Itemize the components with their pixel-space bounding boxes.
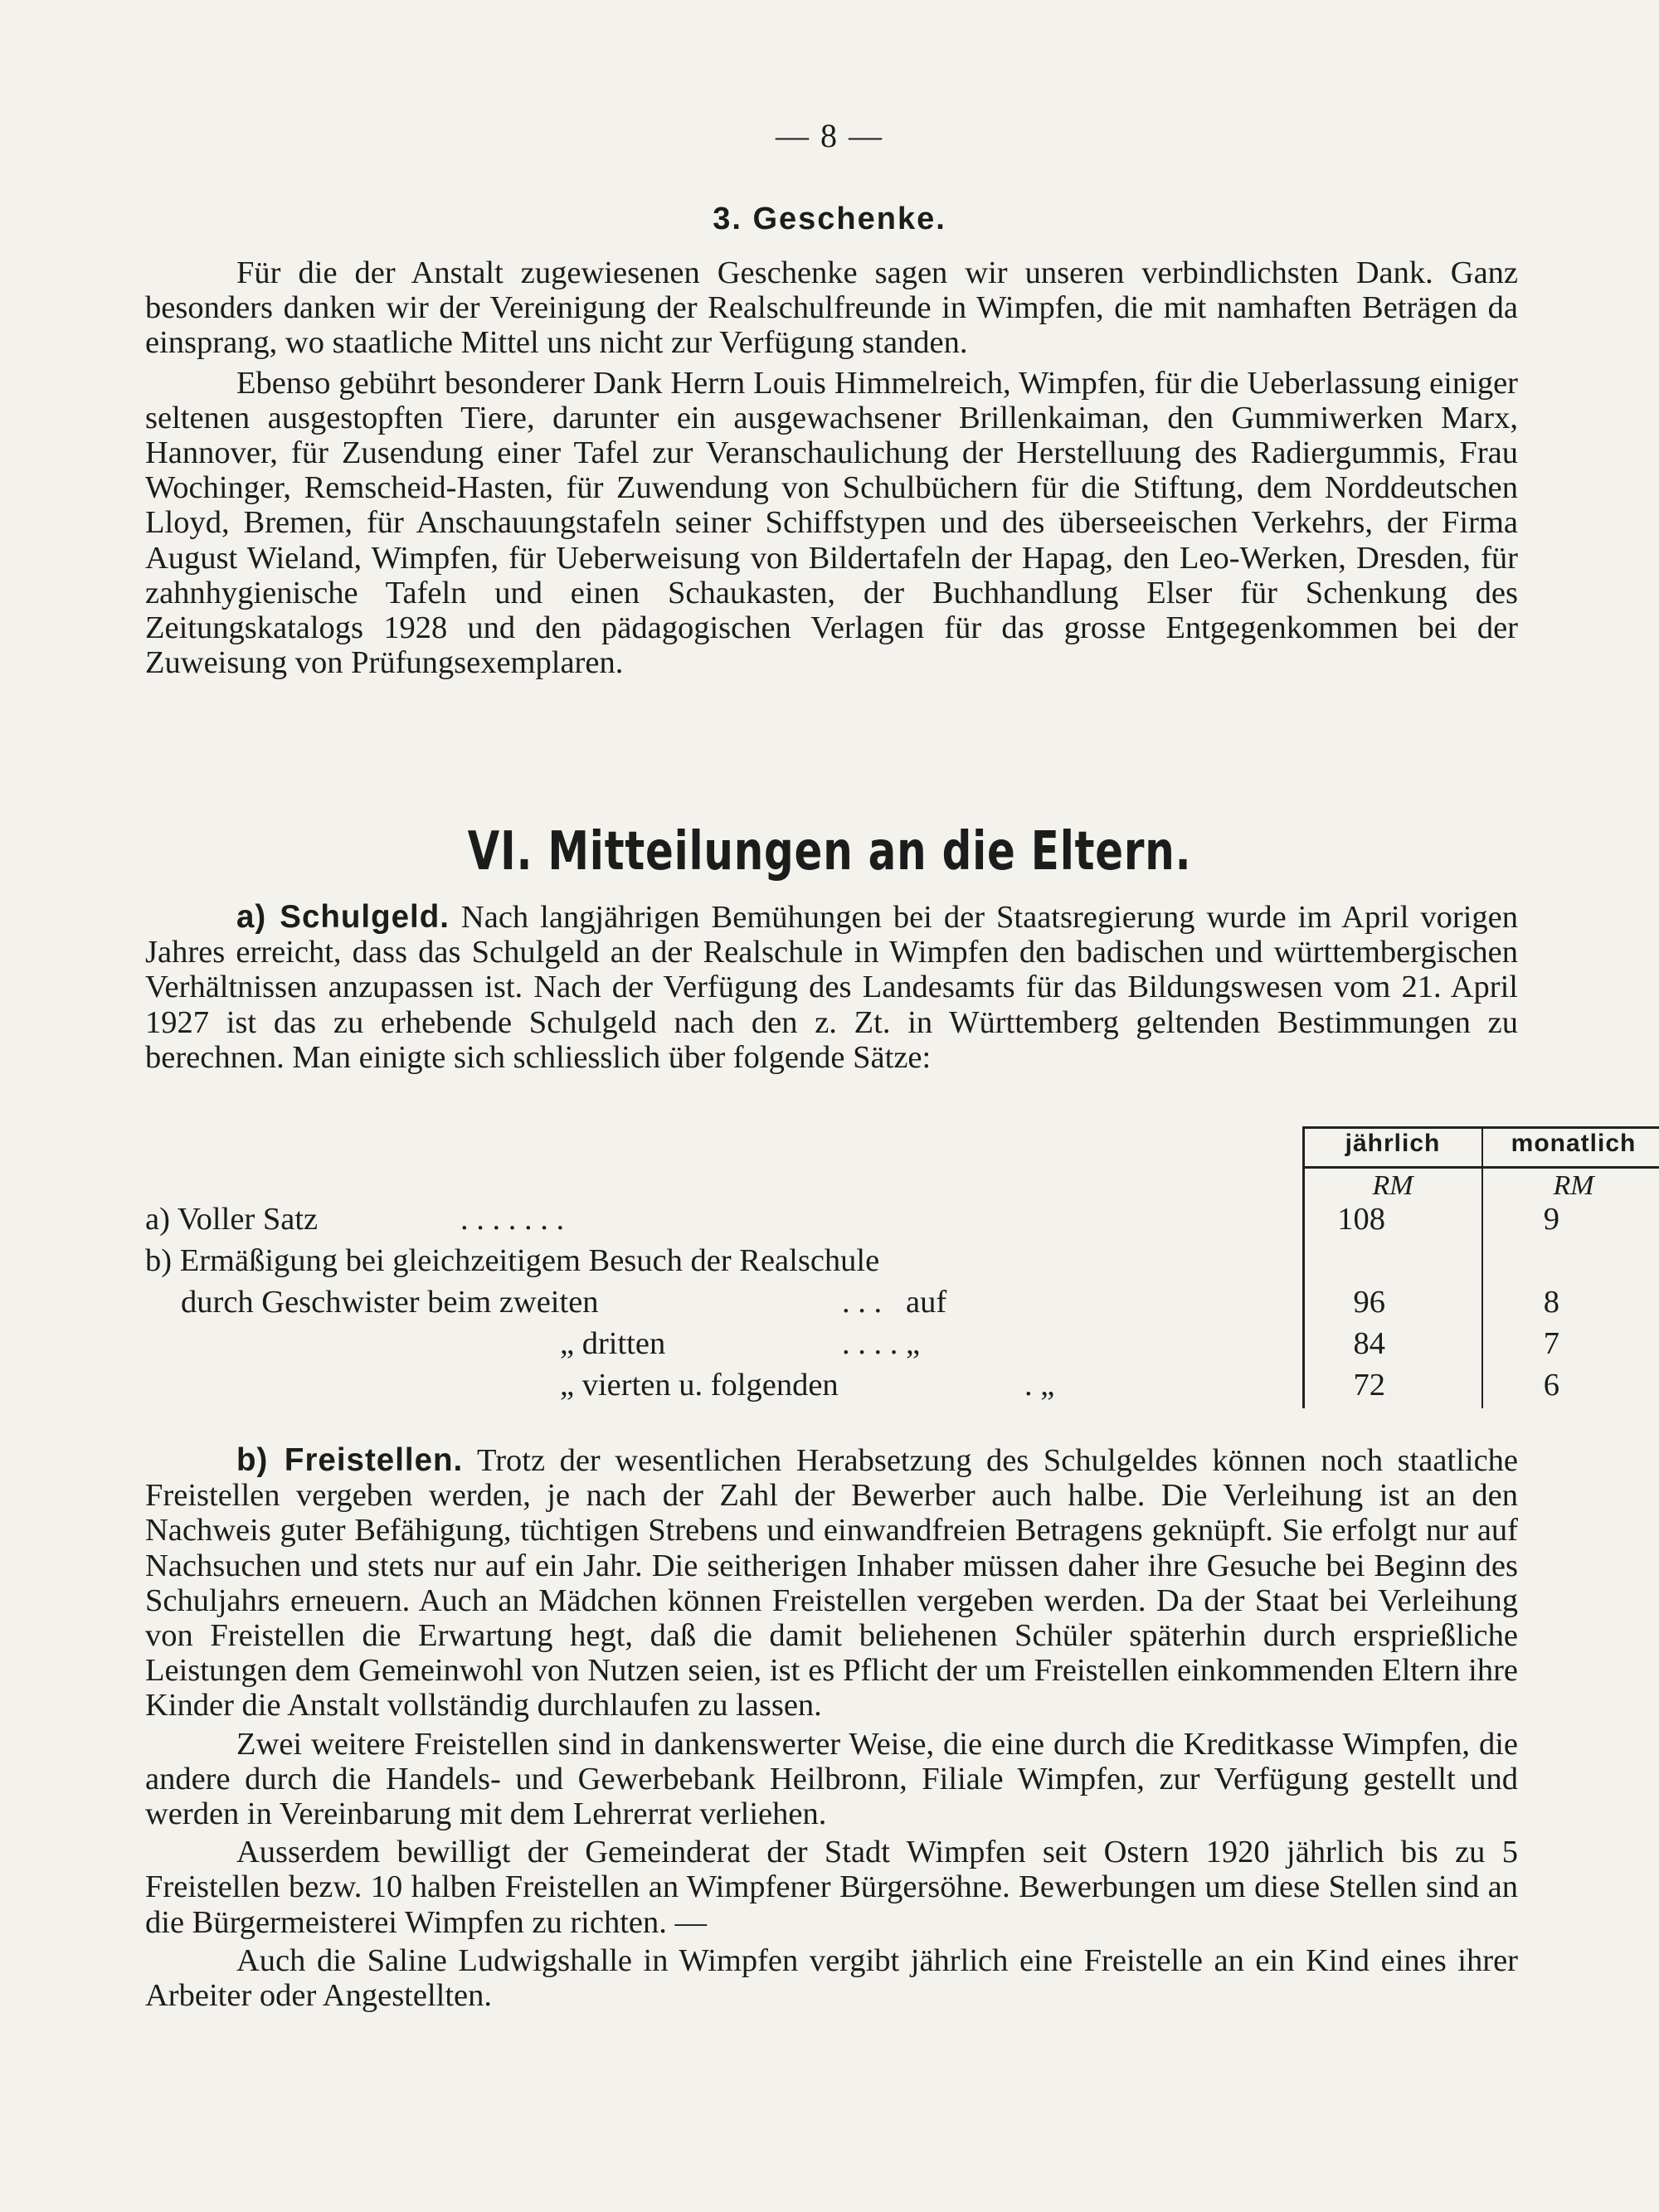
fee-yearly-value: 84 bbox=[1353, 1326, 1385, 1361]
paragraph-text: Trotz der wesentlichen Herabsetzung des Schulgeldes können noch staatliche Freistellen vergeben werden, je nach der Zahl der Bewerber auch halbe. Die Verleihung ist an den Nachweis guter Befähigung, tüchtigen Strebens und einwandfreien Betragens geknüpft. Sie erfolgt nur auf Nachsuchen und stets nur auf ein Jahr. Die seitherigen Inhaber müssen daher ihre Gesuche bei Beginn des Schuljahrs erneuern. Auch an Mädchen können Freistellen vergeben werden. Da der Staat bei Verleihung von Freistellen die Erwartung hegt, daß die damit beliehenen Schüler späterhin durch ersprießliche Leistungen dem Gemeinwohl von Nutzen seien, ist es Pflicht der um Freistellen einkommenden Eltern ihre Kinder die Anstalt vollständig durchlaufen zu lassen. bbox=[145, 1443, 1518, 1723]
subsection-label: b) Freistellen. bbox=[236, 1442, 464, 1478]
paragraph: Ausserdem bewilligt der Gemeinderat der Stadt Wimpfen seit Ostern 1920 jährlich bis zu 5 Freistellen bezw. 10 halben Freistellen an Wimpfener Bürgersöhne. Bewerbungen um diese Stellen sind an die Bürgermeisterei Wimpfen zu richten. — bbox=[145, 1835, 1518, 1940]
fee-row bbox=[145, 1242, 1306, 1281]
currency-label-yearly: RM bbox=[1372, 1170, 1413, 1201]
fee-row-leaders: . . . auf bbox=[842, 1285, 947, 1320]
freistellen-text bbox=[145, 1443, 1518, 2013]
column-header-yearly: jährlich bbox=[1345, 1130, 1441, 1157]
fee-yearly-value: 108 bbox=[1337, 1202, 1385, 1237]
chapter-title: VI. Mitteilungen an die Eltern. bbox=[467, 821, 1192, 882]
fee-table bbox=[145, 1126, 1637, 1408]
section-title-geschenke: 3. Geschenke. bbox=[713, 202, 946, 236]
paragraph bbox=[145, 900, 1518, 1075]
fee-row-leaders: . . . . „ bbox=[842, 1326, 921, 1361]
fee-table-frame bbox=[1302, 1126, 1659, 1408]
subsection-label: a) Schulgeld. bbox=[236, 899, 450, 935]
fee-yearly-value: 72 bbox=[1353, 1368, 1385, 1403]
fee-monthly-value: 6 bbox=[1543, 1368, 1559, 1403]
currency-label-monthly: RM bbox=[1553, 1170, 1594, 1201]
fee-monthly-value: 7 bbox=[1543, 1326, 1559, 1361]
page-number: — 8 — bbox=[776, 117, 883, 154]
paragraph bbox=[145, 1443, 1518, 1723]
fee-monthly-value: 8 bbox=[1543, 1285, 1559, 1320]
fee-table-top-rule bbox=[1302, 1126, 1659, 1129]
fee-row-label: b) Ermäßigung bei gleichzeitigem Besuch der Realschule bbox=[145, 1243, 880, 1278]
fee-table-header-rule bbox=[1302, 1166, 1659, 1169]
fee-row-label: durch Geschwister beim zweiten bbox=[181, 1285, 599, 1320]
paragraph: Zwei weitere Freistellen sind in dankenswerter Weise, die eine durch die Kreditkasse Wimpfen, die andere durch die Handels- und Gewerbebank Heilbronn, Filiale Wimpfen, zur Verfügung gestellt und werden in Vereinbarung mit dem Lehrerrat verliehen. bbox=[145, 1726, 1518, 1832]
fee-row-leaders: . „ bbox=[1024, 1368, 1055, 1403]
fee-row-label: „ vierten u. folgenden bbox=[560, 1368, 839, 1403]
paragraph: Für die der Anstalt zugewiesenen Geschenke sagen wir unseren verbindlichsten Dank. Ganz besonders danken wir der Vereinigung der Realschulfreunde in Wimpfen, die mit namhaften Beträgen da einsprang, wo staatliche Mittel uns nicht zur Verfügung standen. bbox=[145, 255, 1518, 361]
fee-row-label: „ dritten bbox=[560, 1326, 666, 1361]
paragraph: Ebenso gebührt besonderer Dank Herrn Louis Himmelreich, Wimpfen, für die Ueberlassung einiger seltenen ausgestopften Tiere, darunter ein ausgewachsener Brillenkaiman, den Gummiwerken Marx, Hannover, für Zusendung einer Tafel zur Veranschaulichung der Herstelluung des Radiergummis, Frau Wochinger, Remscheid-Hasten, für Zuwendung von Schulbüchern für die Stiftung, dem Norddeutschen Lloyd, Bremen, für Anschauungstafeln seiner Schiffstypen und des überseeischen Verkehrs, der Firma August Wieland, Wimpfen, für Ueberweisung von Bildertafeln der Hapag, den Leo-Werken, Dresden, für zahnhygienische Tafeln und einen Schaukasten, der Buchhandlung Elser für Schenkung des Zeitungskatalogs 1928 und den pädagogischen Verlagen für das grosse Entgegenkommen bei der Zuweisung von Prüfungsexemplaren. bbox=[145, 365, 1518, 681]
column-header-monthly: monatlich bbox=[1511, 1130, 1637, 1157]
paragraph: Auch die Saline Ludwigshalle in Wimpfen vergibt jährlich eine Freistelle an ein Kind eines ihrer Arbeiter oder Angestellten. bbox=[145, 1942, 1518, 2014]
fee-row bbox=[145, 1325, 1306, 1364]
fee-row bbox=[145, 1367, 1306, 1405]
fee-row-leaders: . . . . . . . bbox=[460, 1202, 565, 1237]
fee-yearly-value: 96 bbox=[1353, 1285, 1385, 1320]
schulgeld-text bbox=[145, 900, 1518, 1075]
paragraph-text: Nach langjährigen Bemühungen bei der Staatsregierung wurde im April vorigen Jahres erreicht, dass das Schulgeld an der Realschule in Wimpfen den badischen und württembergischen Verhältnissen anzupassen ist. Nach der Verfügung des Landesamts für das Bildungswesen vom 21. April 1927 ist das zu erhebende Schulgeld nach den z. Zt. in Württemberg geltenden Bestimmungen zu berechnen. Man einigte sich schliesslich über folgende Sätze: bbox=[145, 900, 1519, 1075]
fee-row bbox=[145, 1201, 1306, 1239]
geschenke-text bbox=[145, 255, 1518, 680]
fee-table-divider bbox=[1481, 1126, 1483, 1408]
fee-row bbox=[145, 1284, 1306, 1322]
fee-row-label: a) Voller Satz bbox=[145, 1202, 319, 1237]
fee-monthly-value: 9 bbox=[1543, 1202, 1559, 1237]
